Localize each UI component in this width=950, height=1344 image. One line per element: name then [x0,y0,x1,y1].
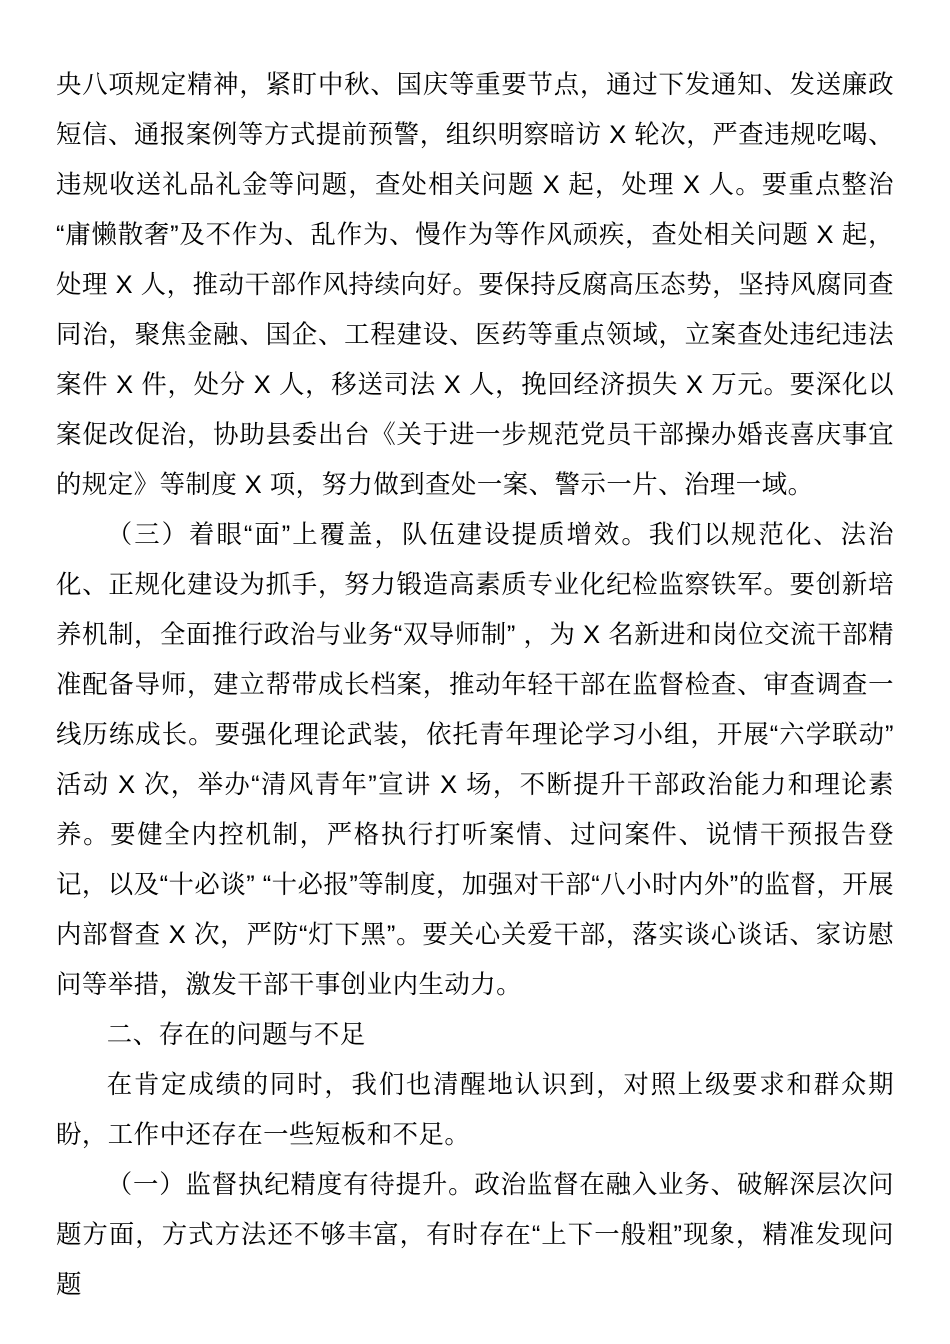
paragraph-continuation-work-style: 央八项规定精神，紧盯中秋、国庆等重要节点，通过下发通知、发送廉政短信、通报案例等方式提前预警，组织明察暗访 X 轮次，严查违规吃喝、违规收送礼品礼金等问题，查处相关问题 X 起，处理 X 人。要重点整治“庸懒散奢”及不作为、乱作为、慢作为等作风顽疾，查处相关问题 X 起，处理 X 人，推动干部作风持续向好。要保持反腐高压态势，坚持风腐同查同治，聚焦金融、国企、工程建设、医药等重点领域，立案查处违纪违法案件 X 件，处分 X 人，移送司法 X 人，挽回经济损失 X 万元。要深化以案促改促治，协助县委出台《关于进一步规范党员干部操办婚丧喜庆事宜的规定》等制度 X 项，努力做到查处一案、警示一片、治理一域。 [56,71,894,499]
heading-part-2-problems: 二、存在的问题与不足 [106,1021,366,1049]
document-body [56,60,894,1310]
paragraph-item-1-supervision-precision: （一）监督执纪精度有待提升。政治监督在融入业务、破解深层次问题方面，方式方法还不够丰富，有时存在“上下一般粗”现象，精准发现问题 [56,1171,894,1299]
paragraph-problems-intro: 在肯定成绩的同时，我们也清醒地认识到，对照上级要求和群众期盼，工作中还存在一些短板和不足。 [56,1071,894,1149]
paragraph-section-3-team-building: （三）着眼“面”上覆盖，队伍建设提质增效。我们以规范化、法治化、正规化建设为抓手，努力锻造高素质专业化纪检监察铁军。要创新培养机制，全面推行政治与业务“双导师制” ，为 X 名新进和岗位交流干部精准配备导师，建立帮带成长档案，推动年轻干部在监督检查、审查调查一线历练成长。要强化理论武装，依托青年理论学习小组，开展“六学联动”活动 X 次，举办“清风青年”宣讲 X 场，不断提升干部政治能力和理论素养。要健全内控机制，严格执行打听案情、过问案件、说情干预报告登记，以及“十必谈” “十必报”等制度，加强对干部“八小时内外”的监督，开展内部督查 X 次，严防“灯下黑”。要关心关爱干部，落实谈心谈话、家访慰问等举措，激发干部干事创业内生动力。 [56,521,895,999]
